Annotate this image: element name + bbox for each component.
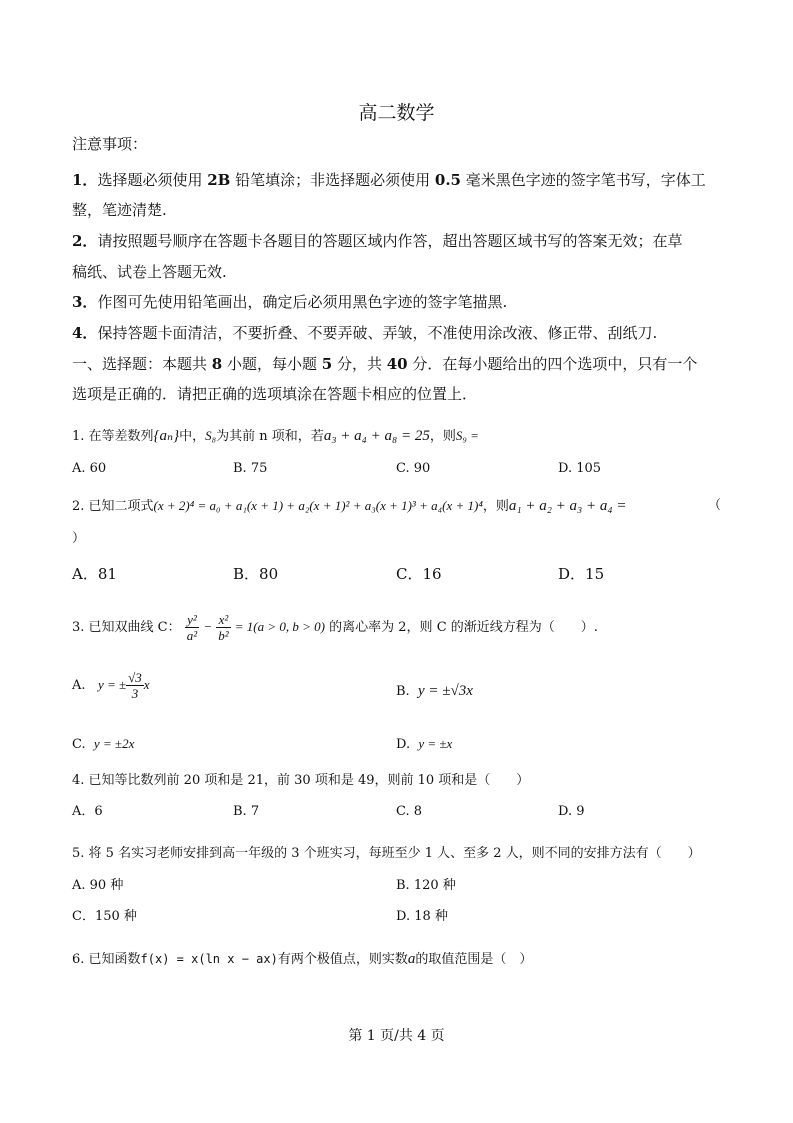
q1-text: 为其前 n 项和，若 [216,429,324,444]
q6-text: 的取值范围是（ ） [415,952,533,967]
notice-item-number: 4． [72,324,98,342]
notice-text: 选择题必须使用 [97,171,208,189]
q5-option-c: C．150 种 [72,909,137,924]
section-text: 分，共 [332,355,387,373]
section-number: 40 [386,355,408,373]
q3-option-d [396,735,452,754]
option-expr: y = ±x [418,736,453,751]
question-6-stem [72,950,532,969]
q1-option-d: D. 105 [558,461,602,476]
q2-paren-open: （ [708,498,722,513]
q3-text: 的离心率为 2，则 C 的渐近线方程为（ ）. [329,620,598,635]
notice-text: 毫米黑色字迹的签字笔书写，字体工 [461,171,706,189]
q1-s9-expr: S₉ = [455,428,479,443]
section-text: 分．在每小题给出的四个选项中，只有一个 [407,355,698,373]
notice-item-3 [72,292,507,312]
frac-numerator: x² [216,612,230,628]
question-4-stem: 4. 已知等比数列前 20 项和是 21，前 30 项和是 49，则前 10 项和是（ ） [72,773,530,788]
q4-option-d: D. 9 [558,804,585,819]
page-footer: 第 1 页/共 4 页 [348,1028,445,1044]
q1-option-c: C. 90 [396,461,431,476]
q1-sequence-expr: {aₙ} [153,428,180,444]
q6-variable: a [407,951,416,967]
frac-numerator: y² [185,612,199,628]
page-title: 高二数学 [358,102,435,124]
option-expr: y = ±2x [93,736,135,751]
notice-heading: 注意事项： [72,135,148,153]
notice-item-1-line-1 [72,170,706,190]
notice-item-1-line-2: 整，笔迹清楚. [72,201,167,219]
q6-text: 有两个极值点，则实数 [277,952,408,967]
q1-text: 1. 在等差数列 [72,429,154,444]
q2-sum-expr: a₁ + a₂ + a₃ + a₄ = [508,498,627,514]
frac-denominator: 3 [131,686,139,701]
option-letter: A. [72,678,86,693]
section-heading-line-2: 选项是正确的．请把正确的选项填涂在答题卡相应的位置上． [72,385,478,403]
q2-text: ，则 [482,499,509,514]
q5-option-d: D. 18 种 [396,909,448,924]
notice-text: 请按照题号顺序在答题卡各题目的答题区域内作答，超出答题区域书写的答案无效；在草 [97,232,683,250]
q3-fraction-x [216,612,230,643]
q1-text: 中， [179,429,206,444]
notice-text: 铅笔填涂；非选择题必须使用 [230,171,435,189]
option-expr: y = ±√3x [417,683,473,699]
frac-denominator: b² [218,628,229,643]
q2-text: 2. 已知二项式 [72,499,154,514]
option-expr: x [143,677,150,692]
section-heading-line-1 [72,354,697,374]
q4-option-a: A．6 [72,804,103,819]
q1-option-a: A. 60 [72,461,107,476]
notice-item-number: 2． [72,232,98,250]
option-expr: y = ± [97,677,127,692]
question-3-stem [72,612,598,643]
option-letter: B. [396,684,410,699]
q3-condition-expr: = 1(a > 0, b > 0) [234,619,326,634]
notice-item-4 [72,323,657,343]
frac-denominator: a² [186,628,198,643]
option-letter: C. [72,737,86,752]
section-text: 小题，每小题 [222,355,322,373]
q3-option-a [72,670,150,701]
q6-function-expr: f(x) = x(ln x − ax) [140,952,278,966]
notice-item-2-line-1 [72,231,682,251]
section-number: 8 [211,355,223,373]
q5-option-a: A. 90 种 [72,878,124,893]
question-5-stem: 5. 将 5 名实习老师安排到高一年级的 3 个班实习，每班至少 1 人、至多 2 人，则不同的安排方法有（ ） [72,846,701,861]
frac-numerator: √3 [128,670,142,685]
q4-option-c: C. 8 [396,804,423,819]
q1-condition-expr: a₃ + a₄ + a₈ = 25 [323,428,430,444]
question-2-stem [72,497,626,516]
notice-item-2-line-2: 稿纸、试卷上答题无效. [72,263,227,281]
option-letter: D. [396,737,411,752]
question-1-stem [72,427,479,446]
q3-text: 3. 已知双曲线 C： [72,620,181,635]
q2-option-b: B．80 [233,565,279,583]
q5-option-b: B. 120 种 [396,878,456,893]
q1-s8-expr: S₈ [205,428,217,443]
notice-item-number: 1． [72,171,98,189]
q3-option-a-fraction [126,670,144,701]
q1-text: ，则 [429,429,456,444]
q3-option-c [72,735,134,754]
q2-option-d: D．15 [558,565,605,583]
notice-item-number: 3． [72,293,98,311]
section-number: 5 [321,355,333,373]
notice-text: 保持答题卡面清洁，不要折叠、不要弄破、弄皱，不准使用涂改液、修正带、刮纸刀. [97,324,658,342]
notice-text-bold: 0.5 [434,171,461,189]
q3-option-b [396,682,473,701]
q6-text: 6. 已知函数 [72,952,141,967]
notice-text: 作图可先使用铅笔画出，确定后必须用黑色字迹的签字笔描黑. [97,293,508,311]
q2-option-c: C．16 [396,565,442,583]
minus-sign: − [203,619,213,634]
q4-option-b: B. 7 [233,804,260,819]
notice-text-bold: 2B [207,171,231,189]
q3-fraction-y [185,612,199,643]
q1-option-b: B. 75 [233,461,268,476]
q2-binomial-expr: (x + 2)⁴ = a₀ + a₁(x + 1) + a₂(x + 1)² + a₃(x + 1)³ + a₄(x + 1)⁴ [153,498,483,513]
q2-option-a: A．81 [72,565,117,583]
section-text: 一、选择题：本题共 [72,355,212,373]
q2-paren-close: ） [72,531,86,546]
